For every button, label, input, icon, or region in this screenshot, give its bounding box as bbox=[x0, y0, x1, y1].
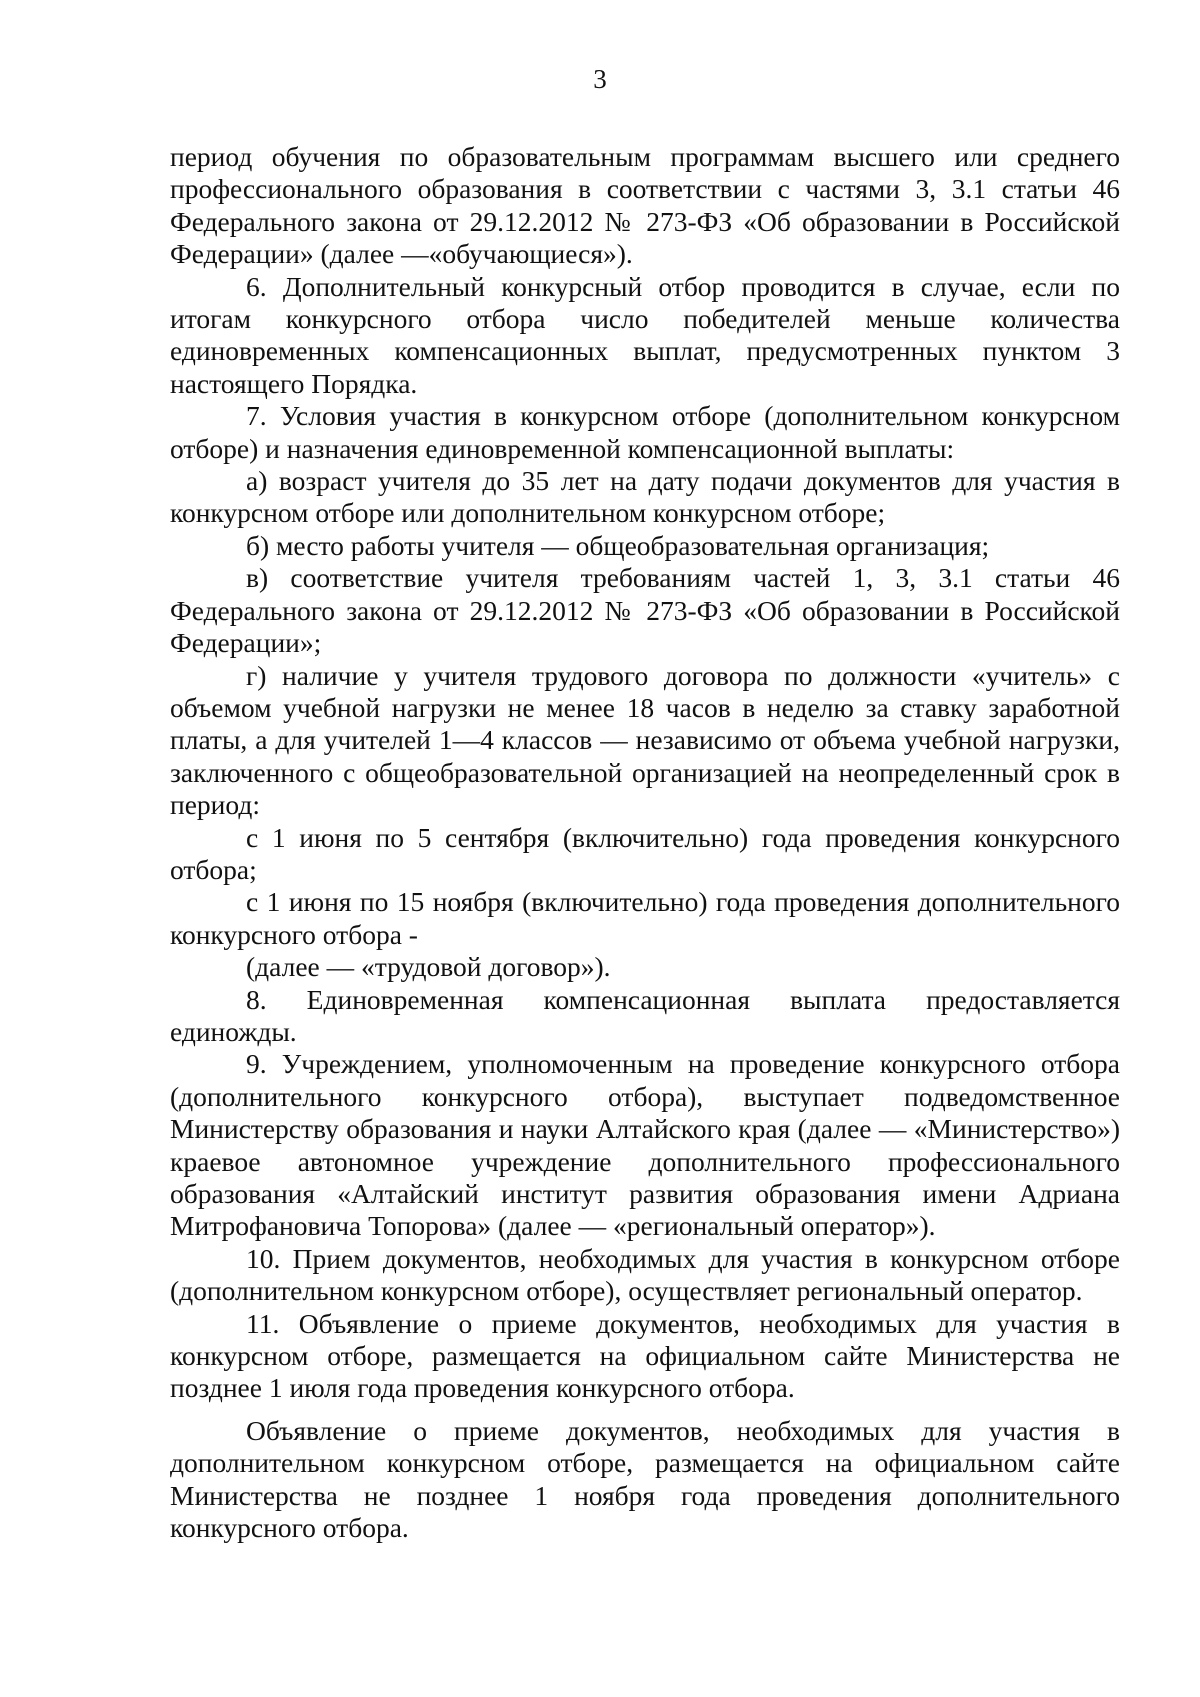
paragraph: период обучения по образовательным программам высшего или среднего профессионального образования в соответствии с частями 3, 3.1 статьи 46 Федерального закона от 29.12.2012 № 273-ФЗ «Об образовании в Российской Федерации» (далее —«обучающиеся»). bbox=[170, 141, 1120, 270]
document-body bbox=[170, 141, 1120, 1544]
paragraph: б) место работы учителя — общеобразовательная организация; bbox=[246, 529, 990, 561]
paragraph: 10. Прием документов, необходимых для участия в конкурсном отборе (дополнительном конкурсном отборе), осуществляет региональный оператор. bbox=[170, 1242, 1120, 1307]
paragraph: 6. Дополнительный конкурсный отбор проводится в случае, если по итогам конкурсного отбора число победителей меньше количества единовременных компенсационных выплат, предусмотренных пунктом 3 настоящего Порядка. bbox=[170, 270, 1120, 399]
paragraph: в) соответствие учителя требованиям частей 1, 3, 3.1 статьи 46 Федерального закона от 29.12.2012 № 273-ФЗ «Об образовании в Российской Федерации»; bbox=[170, 562, 1120, 659]
paragraph: 8. Единовременная компенсационная выплата предоставляется единожды. bbox=[170, 983, 1120, 1047]
paragraph: 9. Учреждением, уполномоченным на проведение конкурсного отбора (дополнительного конкурсного отбора), выступает подведомственное Министерству образования и науки Алтайского края (далее — «Министерство») краевое автономное учреждение дополнительного профессионального образования «Алтайский институт развития образования имени Адриана Митрофановича Топорова» (далее — «региональный оператор»). bbox=[170, 1048, 1120, 1242]
paragraph: с 1 июня по 5 сентября (включительно) года проведения конкурсного отбора; bbox=[170, 821, 1120, 885]
paragraph: 11. Объявление о приеме документов, необходимых для участия в конкурсном отборе, размещается на официальном сайте Министерства не позднее 1 июля года проведения конкурсного отбора. bbox=[170, 1307, 1120, 1404]
page-number: 3 bbox=[593, 64, 607, 94]
paragraph: (далее — «трудовой договор»). bbox=[246, 951, 611, 983]
paragraph: с 1 июня по 15 ноября (включительно) года проведения дополнительного конкурсного отбора - bbox=[170, 886, 1120, 950]
paragraph: г) наличие у учителя трудового договора по должности «учитель» с объемом учебной нагрузки не менее 18 часов в неделю за ставку заработной платы, а для учителей 1—4 классов — независимо от объема учебной нагрузки, заключенного с общеобразовательной организацией на неопределенный срок в период: bbox=[170, 659, 1120, 821]
paragraph: 7. Условия участия в конкурсном отборе (дополнительном конкурсном отборе) и назначения единовременной компенсационной выплаты: bbox=[170, 400, 1120, 464]
paragraph: а) возраст учителя до 35 лет на дату подачи документов для участия в конкурсном отборе или дополнительном конкурсном отборе; bbox=[170, 465, 1120, 529]
paragraph: Объявление о приеме документов, необходимых для участия в дополнительном конкурсном отборе, размещается на официальном сайте Министерства не позднее 1 ноября года проведения дополнительного конкурсного отбора. bbox=[170, 1414, 1120, 1544]
